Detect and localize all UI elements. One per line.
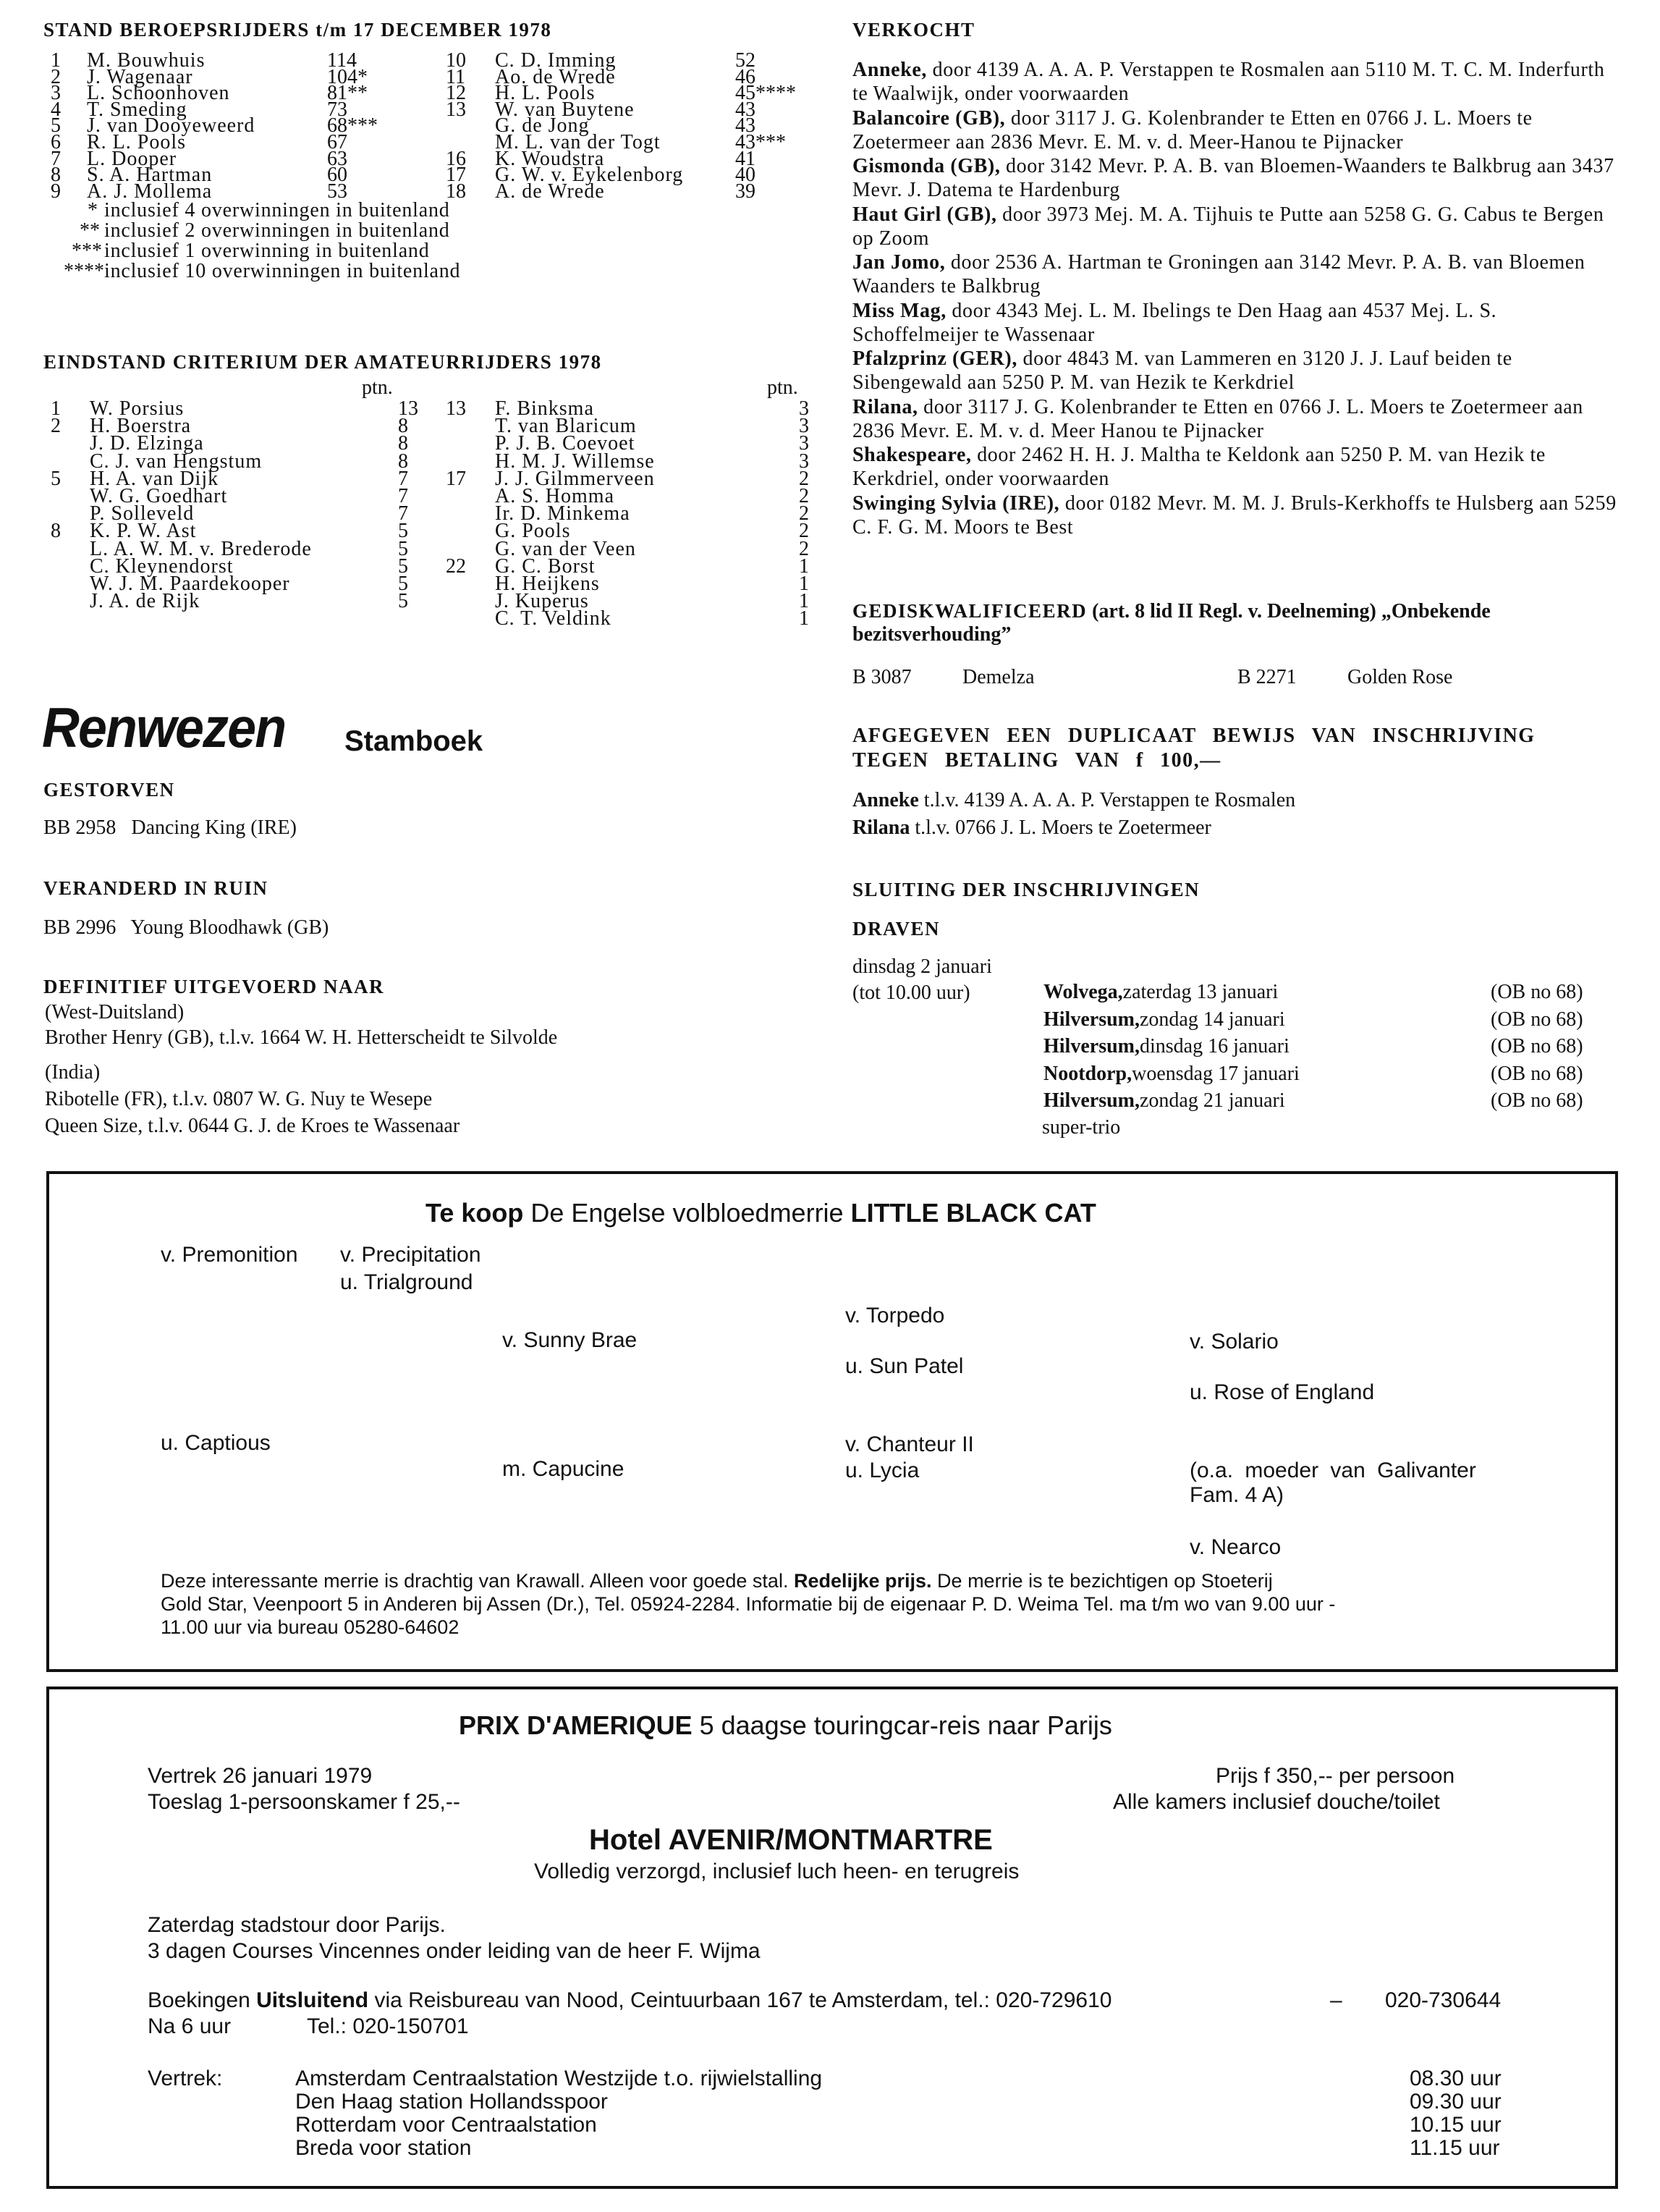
ruin-title: VERANDERD IN RUIN: [43, 877, 268, 899]
export-country-1: (West-Duitsland): [45, 1001, 185, 1023]
disq-left-name: Demelza: [962, 666, 1035, 688]
prix-toeslag: Toeslag 1-persoonskamer f 25,--: [148, 1790, 460, 1814]
amateur-title: EINDSTAND CRITERIUM DER AMATEURRIJDERS 1978: [43, 351, 602, 373]
te-koop-headline: [425, 1199, 1096, 1228]
points: 7: [398, 467, 408, 490]
race-date: zondag 21 januari: [1140, 1089, 1285, 1112]
points: 5: [398, 573, 408, 595]
footnote-text: inclusief 4 overwinningen in buitenland: [104, 199, 450, 221]
race-date: dinsdag 16 januari: [1140, 1035, 1290, 1058]
horse-name: Miss Mag,: [852, 299, 947, 322]
duplicaat-text-2: t.l.v. 0766 J. L. Moers te Zoetermeer: [910, 816, 1211, 839]
points: 7: [398, 485, 408, 507]
draven-title: DRAVEN: [852, 918, 941, 940]
sluiting-date: dinsdag 2 januari: [852, 955, 992, 978]
wins: 68***: [327, 114, 378, 138]
pedigree-galivanter-1: (o.a. moeder van Galivanter: [1190, 1459, 1476, 1482]
ob-ref: (OB no 68): [1491, 1062, 1583, 1085]
departure-row: [0, 2090, 1614, 2114]
wins: 52: [735, 49, 755, 72]
rank: 17: [446, 467, 466, 490]
sale-details: door 2536 A. Hartman te Groningen aan 3142 Mevr. P. A. B. van Bloemen Waanders te Balkbrug: [852, 251, 1585, 297]
rider-name: Ao. de Wrede: [495, 65, 616, 88]
rider-name: L. A. W. M. v. Brederode: [90, 537, 312, 560]
wins: 81**: [327, 82, 368, 105]
sale-details: door 4139 A. A. A. P. Verstappen te Rosmalen aan 5110 M. T. C. M. Inderfurth te Waalwijk, onder voorwaarden: [852, 59, 1605, 105]
horse-name: LITTLE BLACK CAT: [850, 1198, 1096, 1228]
te-koop-desc: De Engelse volbloedmerrie: [523, 1198, 851, 1228]
pedigree-sunny-brae: v. Sunny Brae: [502, 1328, 638, 1352]
prix-prijs: Prijs f 350,-- per persoon: [1216, 1764, 1455, 1788]
pedigree-nearco: v. Nearco: [1190, 1535, 1282, 1559]
departure-place: Amsterdam Centraalstation Westzijde t.o. rijwielstalling: [295, 2067, 823, 2090]
race-row: [0, 1090, 1635, 1112]
amateur-row: [0, 592, 825, 611]
ob-ref: (OB no 68): [1491, 981, 1583, 1003]
pedigree-galivanter-2: Fam. 4 A): [1190, 1483, 1284, 1507]
rank: 5: [51, 114, 61, 138]
rider-name: G. de Jong: [495, 114, 590, 138]
rider-name: T. Smeding: [87, 98, 187, 121]
rank: 11: [446, 65, 465, 88]
race-place: Nootdorp,: [1043, 1062, 1132, 1085]
rider-name: W. van Buytene: [495, 98, 635, 121]
points: 2: [799, 520, 809, 543]
points: 3: [799, 415, 809, 438]
wins: 40: [735, 164, 755, 187]
horse-name: Balancoire (GB),: [852, 106, 1006, 130]
ruin-line: BB 2996 Young Bloodhawk (GB): [43, 916, 329, 939]
disq-right-name: Golden Rose: [1347, 666, 1453, 688]
points: 8: [398, 415, 408, 438]
prix-kamers: Alle kamers inclusief douche/toilet: [1113, 1790, 1440, 1814]
rank: 9: [51, 180, 61, 203]
rank: 2: [51, 415, 61, 438]
horse-name: Shakespeare,: [852, 444, 972, 466]
pedigree-captious: u. Captious: [161, 1431, 271, 1455]
race-row: [0, 1009, 1635, 1031]
hotel-sub: Volledig verzorgd, inclusief luch heen- en terugreis: [534, 1859, 1020, 1883]
points: 13: [398, 397, 418, 420]
points: 8: [398, 432, 408, 455]
rider-name: P. Solleveld: [90, 502, 195, 525]
prix-boekingen: [148, 1989, 1111, 2012]
ob-ref: (OB no 68): [1491, 1008, 1583, 1031]
sale-details: door 0182 Mevr. M. M. J. Bruls-Kerkhoffs te Hulsberg aan 5259 C. F. G. M. Moors te Best: [852, 491, 1617, 539]
footnote: [0, 262, 651, 281]
renwezen-logo: Renwezen: [42, 696, 286, 759]
footnote-mark: **: [80, 219, 100, 242]
footnote: [0, 242, 651, 261]
export-line-2: Ribotelle (FR), t.l.v. 0807 W. G. Nuy te Wesepe: [45, 1088, 433, 1110]
race-date: zaterdag 13 januari: [1122, 981, 1279, 1003]
wins: 53: [327, 180, 347, 203]
race-day: [1043, 1035, 1290, 1058]
sale-details: door 3117 J. G. Kolenbrander te Etten en 0766 J. L. Moers te Zoetermeer aan 2836 Mevr. E. M. v. d. Meer Hanou te Pijnacker: [852, 395, 1583, 442]
prix-headline: [459, 1711, 1112, 1740]
rider-name: G. W. v. Eykelenborg: [495, 164, 684, 187]
rider-name: H. L. Pools: [495, 82, 596, 105]
race-place: Hilversum,: [1043, 1008, 1140, 1031]
duplicaat-title: AFGEGEVEN EEN DUPLICAAT BEWIJS VAN INSCHRIJVING TEGEN BETALING VAN f 100,—: [852, 725, 1536, 772]
departure-place: Rotterdam voor Centraalstation: [295, 2113, 597, 2137]
rank: 8: [51, 164, 61, 187]
gediskwalificeerd-title: GEDISKWALIFICEERD: [852, 600, 1088, 622]
departure-row: [0, 2067, 1614, 2090]
rider-name: C. J. van Hengstum: [90, 449, 263, 473]
desc-bold: Redelijke prijs.: [793, 1570, 932, 1592]
rider-name: S. A. Hartman: [87, 164, 213, 187]
rank: 2: [51, 65, 61, 88]
rider-name: A. de Wrede: [495, 180, 605, 203]
race-day: [1043, 1008, 1285, 1031]
rank: 8: [51, 520, 61, 543]
pedigree-sun-patel: u. Sun Patel: [845, 1354, 964, 1378]
sale-details: door 3142 Mevr. P. A. B. van Bloemen-Waanders te Balkbrug aan 3437 Mevr. J. Datema te Hardenburg: [852, 155, 1614, 201]
horse-name: Anneke,: [852, 59, 927, 81]
horse-name: Jan Jomo,: [852, 251, 946, 274]
rank: 17: [446, 164, 466, 187]
points: 1: [799, 554, 809, 578]
prix-title: PRIX D'AMERIQUE: [459, 1710, 693, 1740]
departure-row: [0, 2114, 1614, 2137]
wins: 41: [735, 147, 755, 170]
boek-part-2: via Reisbureau van Nood, Ceintuurbaan 167 te Amsterdam, tel.: 020-729610: [368, 1988, 1112, 2012]
rank: 6: [51, 131, 61, 153]
horse-name: Haut Girl (GB),: [852, 203, 997, 226]
rank: 1: [51, 397, 61, 420]
sale-details: door 2462 H. H. J. Maltha te Keldonk aan 5250 P. M. van Hezik te Kerkdriel, onder voorwaarden: [852, 444, 1546, 490]
footnote-text: inclusief 1 overwinning in buitenland: [104, 240, 430, 262]
race-row: [0, 1036, 1635, 1058]
points: 7: [398, 502, 408, 525]
rider-name: J. Wagenaar: [87, 65, 193, 88]
verkocht-title: VERKOCHT: [852, 19, 975, 41]
disq-left-code: B 3087: [852, 666, 912, 688]
rider-name: K. P. W. Ast: [90, 520, 197, 543]
vertrek-label: Vertrek:: [148, 2067, 223, 2090]
rank: 5: [51, 467, 61, 490]
ptn-left-label: ptn.: [362, 376, 393, 399]
rider-name: M. Bouwhuis: [87, 49, 206, 72]
wins: 60: [327, 164, 347, 187]
duplicaat-text-1: t.l.v. 4139 A. A. A. P. Verstappen te Rosmalen: [918, 789, 1296, 811]
rank: 4: [51, 98, 61, 121]
rider-name: C. T. Veldink: [495, 607, 611, 630]
points: 8: [398, 449, 408, 473]
race-day: [1043, 1062, 1300, 1085]
te-koop-desc-line-2: Gold Star, Veenpoort 5 in Anderen bij Assen (Dr.), Tel. 05924-2284. Informatie bij de eigenaar P. D. Weima Tel. ma t/m wo van 9.00 uur -: [161, 1593, 1336, 1615]
wins: 43: [735, 114, 755, 138]
ptn-right-label: ptn.: [767, 376, 798, 399]
prix-dagen: 3 dagen Courses Vincennes onder leiding van de heer F. Wijma: [148, 1939, 761, 1963]
verkocht-item: [852, 491, 1622, 539]
prix-zaterdag: Zaterdag stadstour door Parijs.: [148, 1913, 446, 1937]
rider-name: J. A. de Rijk: [90, 590, 200, 613]
amateur-row: [0, 609, 825, 628]
rider-name: Ir. D. Minkema: [495, 502, 630, 525]
rider-name: G. Pools: [495, 520, 571, 543]
points: 2: [799, 537, 809, 560]
pedigree-solario: v. Solario: [1190, 1330, 1279, 1354]
boek-bold: Uitsluitend: [256, 1988, 369, 2012]
ob-ref: (OB no 68): [1491, 1089, 1583, 1112]
rider-name: R. L. Pools: [87, 131, 187, 153]
points: 3: [799, 449, 809, 473]
stand-beroeps-title: STAND BEROEPSRIJDERS t/m 17 DECEMBER 1978: [43, 19, 552, 41]
te-koop-desc-line-3: 11.00 uur via bureau 05280-64602: [161, 1616, 460, 1638]
points: 2: [799, 502, 809, 525]
rank: 7: [51, 147, 61, 170]
export-line-3: Queen Size, t.l.v. 0644 G. J. de Kroes te Wassenaar: [45, 1115, 460, 1137]
wins: 46: [735, 65, 755, 88]
boek-dash: –: [1330, 1988, 1342, 2012]
prix-vertrek: Vertrek 26 januari 1979: [148, 1764, 373, 1788]
pedigree-lycia: u. Lycia: [845, 1459, 920, 1482]
points: 5: [398, 520, 408, 543]
footnote-mark: ***: [72, 240, 102, 262]
wins: 114: [327, 49, 357, 72]
horse-name: Swinging Sylvia (IRE),: [852, 491, 1060, 515]
sale-details: door 4343 Mej. L. M. Ibelings te Den Haag aan 4537 Mej. L. S. Schoffelmeijer te Wassenaar: [852, 299, 1497, 346]
rank: 10: [446, 49, 466, 72]
points: 1: [799, 573, 809, 595]
points: 1: [799, 590, 809, 613]
horse-name: Gismonda (GB),: [852, 155, 1001, 177]
rider-name: L. Schoonhoven: [87, 82, 230, 105]
footnote-text: inclusief 10 overwinningen in buitenland: [104, 260, 461, 282]
rider-name: G. C. Borst: [495, 554, 596, 578]
footnote-mark: *: [88, 199, 98, 221]
rank: 22: [446, 554, 466, 578]
rider-name: H. Heijkens: [495, 573, 600, 595]
ob-ref: (OB no 68): [1491, 1035, 1583, 1058]
footnote-mark: ****: [64, 260, 104, 282]
sale-details: door 3117 J. G. Kolenbrander te Etten en 0766 J. L. Moers te Zoetermeer aan 2836 Mevr. E. M. v. d. Meer-Hanou te Pijnacker: [852, 106, 1533, 153]
duplicaat-name-1: Anneke: [852, 789, 919, 811]
departure-time: 10.15 uur: [1410, 2113, 1502, 2137]
footnote-text: inclusief 2 overwinningen in buitenland: [104, 219, 450, 242]
desc-part-2: De merrie is te bezichtigen op Stoeterij: [931, 1570, 1273, 1592]
export-country-2: (India): [45, 1061, 101, 1084]
pedigree-chanteur: v. Chanteur II: [845, 1432, 974, 1456]
verkocht-item: [852, 443, 1622, 491]
sluiting-title: SLUITING DER INSCHRIJVINGEN: [852, 879, 1200, 900]
departure-time: 09.30 uur: [1410, 2090, 1502, 2114]
pedigree-rose-of-england: u. Rose of England: [1190, 1380, 1375, 1404]
race-row: [0, 1063, 1635, 1085]
export-line-1: Brother Henry (GB), t.l.v. 1664 W. H. Hetterscheidt te Silvolde: [45, 1026, 558, 1049]
rider-name: G. van der Veen: [495, 537, 636, 560]
rider-name: C. D. Imming: [495, 49, 617, 72]
race-date: woensdag 17 januari: [1132, 1062, 1300, 1085]
rider-name: W. J. M. Paardekooper: [90, 573, 290, 595]
disq-right-code: B 2271: [1237, 666, 1297, 688]
race-day: [1043, 981, 1279, 1003]
rider-name: A. S. Homma: [495, 485, 614, 507]
gediskwalificeerd-reason: (art. 8 lid II Regl. v. Deelneming) „Onbekende bezitsverhouding”: [852, 600, 1491, 646]
race-date: zondag 14 januari: [1140, 1008, 1285, 1031]
rider-name: T. van Blaricum: [495, 415, 637, 438]
pedigree-trialground: u. Trialground: [340, 1270, 473, 1294]
points: 5: [398, 554, 408, 578]
export-title: DEFINITIEF UITGEVOERD NAAR: [43, 976, 385, 997]
departure-place: Den Haag station Hollandsspoor: [295, 2090, 608, 2114]
rider-name: C. Kleynendorst: [90, 554, 234, 578]
race-place: Hilversum,: [1043, 1035, 1140, 1058]
wins: 45****: [735, 82, 796, 105]
verkocht-item: [852, 58, 1622, 106]
te-koop-label: Te koop: [425, 1198, 524, 1228]
points: 5: [398, 537, 408, 560]
rank: 18: [446, 180, 466, 203]
wins: 43***: [735, 131, 786, 153]
stamboek-subtitle: Stamboek: [344, 725, 483, 757]
rider-name: L. Dooper: [87, 147, 177, 170]
rank: 3: [51, 82, 61, 105]
pedigree-capucine: m. Capucine: [502, 1457, 624, 1481]
beroeps-row: [0, 180, 825, 203]
rider-name: H. Boerstra: [90, 415, 192, 438]
desc-part-1: Deze interessante merrie is drachtig van Krawall. Alleen voor goede stal.: [161, 1570, 794, 1592]
rider-name: K. Woudstra: [495, 147, 605, 170]
boek-part-1: Boekingen: [148, 1988, 257, 2012]
rank: 1: [51, 49, 61, 72]
rider-name: W. G. Goedhart: [90, 485, 228, 507]
verkocht-item: [852, 106, 1622, 154]
rank: 16: [446, 147, 466, 170]
pedigree-torpedo: v. Torpedo: [845, 1304, 945, 1327]
rider-name: H. M. J. Willemse: [495, 449, 655, 473]
duplicaat-line-1: [852, 789, 1295, 812]
rank: 12: [446, 82, 466, 105]
departure-row: [0, 2137, 1614, 2160]
gestorven-title: GESTORVEN: [43, 779, 175, 801]
rank: 13: [446, 397, 466, 420]
rider-name: J. van Dooyeweerd: [87, 114, 255, 138]
wins: 104*: [327, 65, 368, 88]
horse-name: Pfalzprinz (GER),: [852, 347, 1017, 370]
points: 2: [799, 485, 809, 507]
prix-na6: Na 6 uur: [148, 2014, 232, 2038]
rider-name: M. L. van der Togt: [495, 131, 661, 153]
gestorven-line: BB 2958 Dancing King (IRE): [43, 816, 297, 839]
te-koop-desc-line-1: [161, 1569, 1273, 1592]
wins: 63: [327, 147, 347, 170]
rider-name: H. A. van Dijk: [90, 467, 219, 490]
verkocht-item: [852, 250, 1622, 298]
sluiting-time: (tot 10.00 uur): [852, 982, 970, 1004]
departure-time: 11.15 uur: [1410, 2136, 1500, 2160]
race-day: [1043, 1089, 1285, 1112]
rider-name: F. Binksma: [495, 397, 594, 420]
rider-name: P. J. B. Coevoet: [495, 432, 635, 455]
sale-details: door 3973 Mej. M. A. Tijhuis te Putte aan 5258 G. G. Cabus te Bergen op Zoom: [852, 203, 1604, 250]
verkocht-item: [852, 299, 1622, 347]
wins: 67: [327, 131, 347, 153]
pedigree-premonition: v. Premonition: [161, 1243, 298, 1267]
verkocht-item: [852, 347, 1622, 394]
rider-name: A. J. Mollema: [87, 180, 213, 203]
race-row: [0, 982, 1635, 1003]
points: 3: [799, 397, 809, 420]
points: 5: [398, 590, 408, 613]
footnote: [0, 221, 651, 240]
boek-tel-2: 020-730644: [1385, 1988, 1502, 2012]
gediskwalificeerd-text: [852, 599, 1622, 646]
rider-name: J. J. Gilmmerveen: [495, 467, 655, 490]
super-trio: super-trio: [1042, 1116, 1121, 1139]
points: 2: [799, 467, 809, 490]
points: 1: [799, 607, 809, 630]
wins: 43: [735, 98, 755, 121]
verkocht-item: [852, 203, 1622, 250]
pedigree-precipitation: v. Precipitation: [340, 1243, 481, 1267]
rider-name: J. D. Elzinga: [90, 432, 204, 455]
prix-na6-tel: Tel.: 020-150701: [307, 2014, 469, 2038]
duplicaat-line-2: [852, 816, 1211, 840]
hotel-title: Hotel AVENIR/MONTMARTRE: [589, 1824, 993, 1856]
footnote: [0, 201, 651, 220]
sale-details: door 4843 M. van Lammeren en 3120 J. J. Lauf beiden te Sibengewald aan 5250 P. M. van Hezik te Kerkdriel: [852, 347, 1512, 394]
departure-time: 08.30 uur: [1410, 2067, 1502, 2090]
horse-name: Rilana,: [852, 395, 918, 418]
race-place: Hilversum,: [1043, 1089, 1140, 1112]
duplicaat-name-2: Rilana: [852, 816, 910, 839]
prix-subtitle: 5 daagse touringcar-reis naar Parijs: [692, 1710, 1112, 1740]
rider-name: J. Kuperus: [495, 590, 589, 613]
verkocht-item: [852, 154, 1622, 202]
points: 3: [799, 432, 809, 455]
wins: 73: [327, 98, 347, 121]
wins: 39: [735, 180, 755, 203]
rank: 13: [446, 98, 466, 121]
race-place: Wolvega,: [1043, 981, 1123, 1003]
departure-place: Breda voor station: [295, 2136, 472, 2160]
verkocht-item: [852, 395, 1622, 443]
rider-name: W. Porsius: [90, 397, 185, 420]
